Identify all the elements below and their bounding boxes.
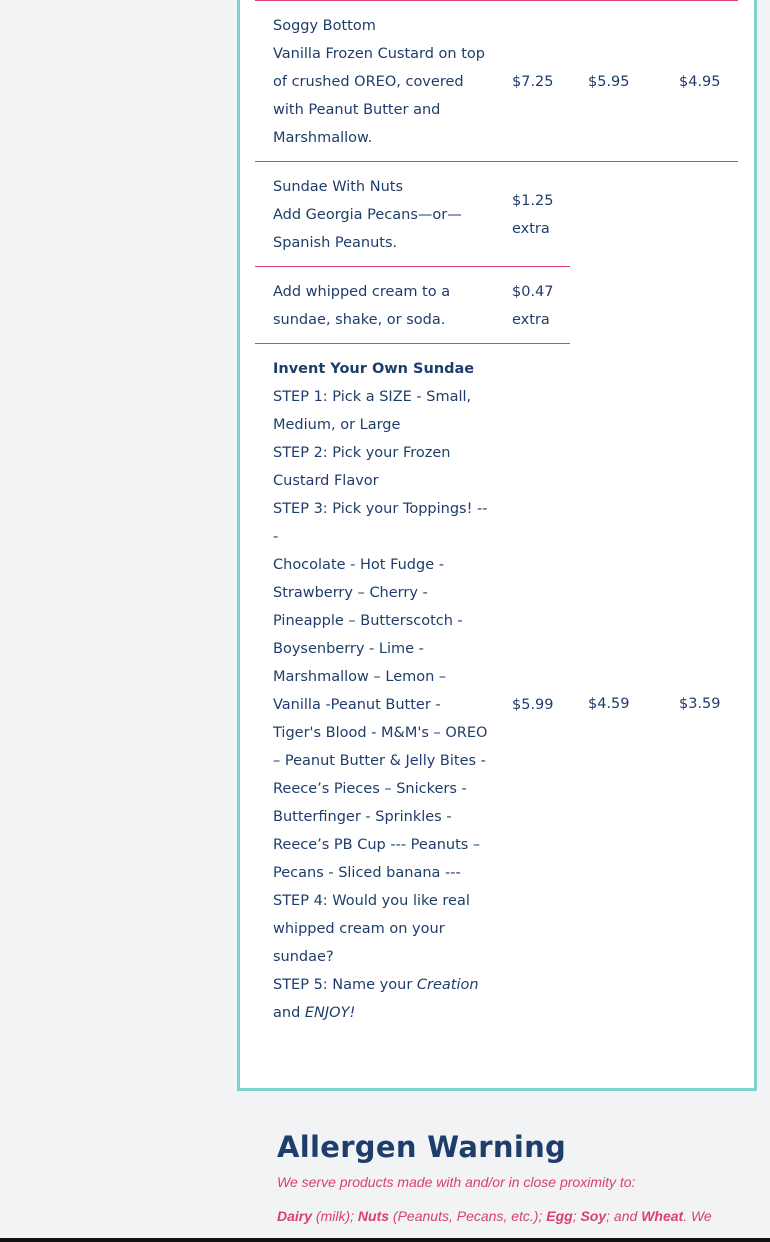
enjoy-text: ENJOY!	[304, 1005, 356, 1021]
row-divider	[255, 266, 570, 267]
price-small: $5.99	[512, 697, 554, 713]
allergen-nuts: Nuts	[357, 1208, 390, 1224]
price-medium: $5.95	[588, 74, 630, 90]
price-small: $7.25	[512, 74, 554, 90]
sundae-with-nuts-item	[273, 173, 493, 257]
price-note: extra	[512, 221, 550, 237]
row-divider	[255, 161, 738, 162]
step-1: STEP 1: Pick a SIZE - Small, Medium, or Large	[273, 389, 472, 433]
price-medium: $4.59	[588, 696, 630, 712]
whipped-price	[512, 278, 554, 334]
allergen-dairy: Dairy	[277, 1208, 313, 1224]
row-divider	[255, 343, 570, 344]
allergen-dairy-note: (milk);	[312, 1208, 358, 1224]
price-large: $3.59	[679, 696, 721, 712]
allergen-and: ; and	[606, 1208, 642, 1224]
step-5-text: STEP 5: Name your	[273, 977, 417, 993]
price-value: $1.25	[512, 193, 554, 209]
sundae-menu-table	[237, 0, 757, 1091]
allergen-warning-section	[277, 1130, 747, 1224]
bottom-edge-bar	[0, 1238, 770, 1242]
step-5-enjoy	[273, 999, 491, 1027]
allergen-trailing-text: . We	[683, 1208, 712, 1224]
allergen-wheat: Wheat	[641, 1208, 684, 1224]
item-title: Invent Your Own Sundae	[273, 361, 475, 377]
allergen-separator: ;	[572, 1208, 581, 1224]
item-name: Soggy Bottom	[273, 18, 376, 34]
whipped-cream-item: Add whipped cream to a sundae, shake, or soda.	[273, 284, 451, 328]
price-note: extra	[512, 312, 550, 328]
allergen-intro: We serve products made with and/or in close proximity to:	[277, 1174, 636, 1190]
step-2: STEP 2: Pick your Frozen Custard Flavor	[273, 445, 451, 489]
price-value: $0.47	[512, 284, 554, 300]
step-5-and: and	[273, 1005, 305, 1021]
step-5	[273, 971, 491, 999]
nuts-price	[512, 187, 554, 243]
allergen-egg: Egg	[546, 1208, 573, 1224]
row-divider	[255, 0, 738, 1]
soggy-bottom-item	[273, 12, 493, 152]
allergen-nuts-note: (Peanuts, Pecans, etc.);	[389, 1208, 547, 1224]
item-name: Sundae With Nuts	[273, 179, 404, 195]
left-sidebar	[0, 0, 237, 1242]
allergen-soy: Soy	[580, 1208, 607, 1224]
allergen-title: Allergen Warning	[277, 1130, 567, 1164]
item-description: Vanilla Frozen Custard on top of crushed OREO, covered with Peanut Butter and Marshmallow.	[273, 46, 485, 146]
step-3: STEP 3: Pick your Toppings! ---	[273, 501, 488, 545]
price-large: $4.95	[679, 74, 721, 90]
step-5-creation: Creation	[416, 977, 479, 993]
item-description: Add Georgia Pecans—or—Spanish Peanuts.	[273, 207, 462, 251]
step-4: STEP 4: Would you like real whipped cream on your sundae?	[273, 893, 470, 965]
toppings-list: Chocolate - Hot Fudge - Strawberry – Cherry - Pineapple – Butterscotch - Boysenberry - Lime - Marshmallow – Lemon – Vanilla -Peanut Butter - Tiger's Blood - M&M's – OREO – Peanut Butter & Jelly Bites - Reece’s Pieces – Snickers - Butterfinger - Sprinkles - Reece’s PB Cup --- Peanuts – Pecans - Sliced banana ---	[273, 557, 488, 881]
invent-your-own-sundae-item	[273, 355, 491, 1027]
allergen-list	[277, 1208, 747, 1224]
